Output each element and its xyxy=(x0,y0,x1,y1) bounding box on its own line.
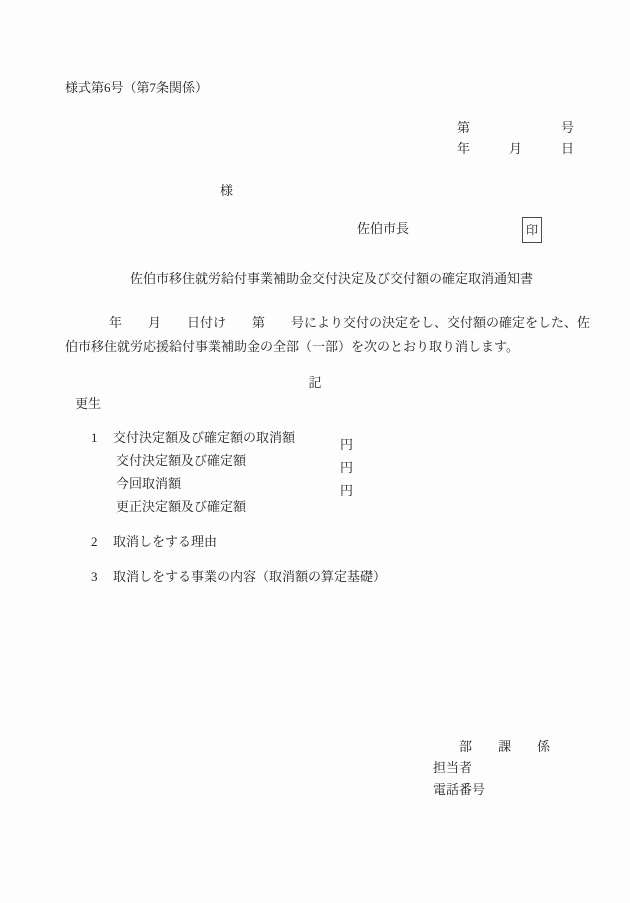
section-1-label: 交付決定額及び確定額の取消額 xyxy=(113,430,296,445)
document-title: 佐伯市移住就労給付事業補助金交付決定及び交付額の確定取消通知書 xyxy=(130,271,534,286)
form-number: 様式第6号（第7条関係） xyxy=(65,80,209,95)
contact-person-label: 担当者 xyxy=(433,760,473,775)
amount-row-label: 今回取消額 xyxy=(116,476,182,491)
amount-unit: 円 xyxy=(340,437,354,452)
issuer-title: 佐伯市長 xyxy=(357,221,410,236)
section-3-heading xyxy=(78,553,386,601)
seal-box xyxy=(522,217,542,243)
section-2-label: 取消しをする理由 xyxy=(113,534,218,549)
revision-note: 更生 xyxy=(75,396,102,411)
section-2-number: 2 xyxy=(91,534,98,549)
contact-department-line: 部 課 係 xyxy=(433,739,551,754)
amount-row-label: 交付決定額及び確定額 xyxy=(116,453,247,468)
amount-unit: 円 xyxy=(340,483,354,498)
reference-number-line: 第 号 xyxy=(457,120,575,135)
section-3-label: 取消しをする事業の内容（取消額の算定基礎） xyxy=(113,569,387,584)
issue-date-line: 年 月 日 xyxy=(457,141,575,156)
amount-unit: 円 xyxy=(340,460,354,475)
seal-mark: 印 xyxy=(525,223,538,237)
contact-phone-label: 電話番号 xyxy=(433,782,486,797)
addressee-honorific: 様 xyxy=(220,183,234,198)
section-1-number: 1 xyxy=(91,430,98,445)
section-3-number: 3 xyxy=(91,569,98,584)
record-marker: 記 xyxy=(308,375,322,390)
body-paragraph-line-2: 伯市移住就労応援給付事業補助金の全部（一部）を次のとおり取り消します。 xyxy=(65,339,519,354)
body-paragraph-line-1: 年 月 日付け 第 号により交付の決定をし、交付額の確定をした、佐 xyxy=(70,315,591,330)
amount-row-label: 更正決定額及び確定額 xyxy=(116,499,247,514)
